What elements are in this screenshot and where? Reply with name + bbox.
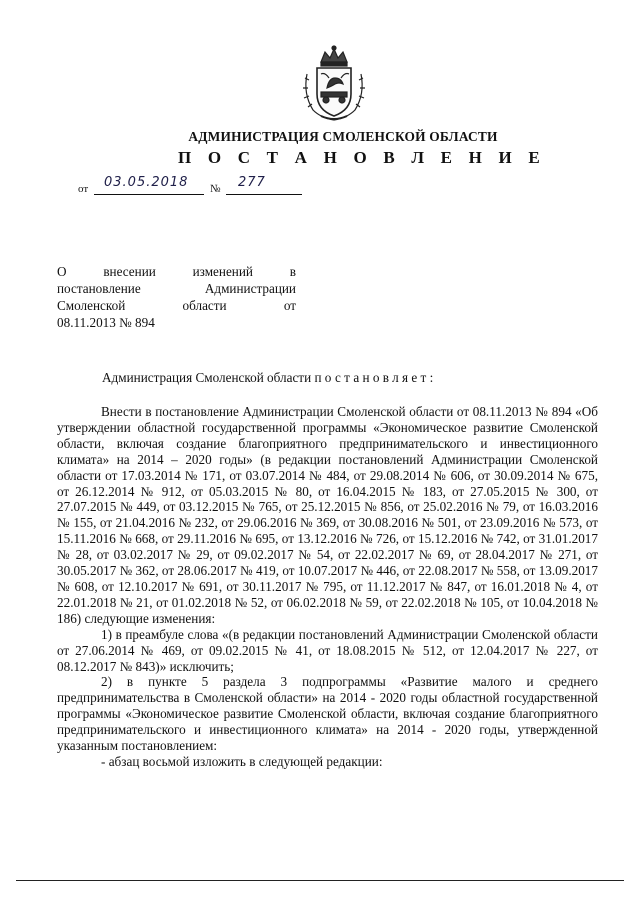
coat-of-arms-icon [299,44,369,124]
document-subject [57,263,296,331]
body-paragraph: - абзац восьмой изложить в следующей редакции: [101,753,383,769]
subject-line: 08.11.2013 № 894 [57,315,155,330]
intro-verb: постановляет: [314,370,437,385]
document-type-title: П О С Т А Н О В Л Е Н И Е [178,148,546,167]
organization-name: АДМИНИСТРАЦИЯ СМОЛЕНСКОЙ ОБЛАСТИ [188,129,498,144]
date-label: от [78,183,89,195]
intro-prefix: Администрация Смоленской области [102,370,312,385]
body-paragraph: Внести в постановление Администрации Смоленской области от 08.11.2013 № 894 «Об утверждении областной государственной программы «Экономическое развитие Смоленской области, включая создание благоприятного предпринимательского и инвестиционного климата» на 2014 – 2020 годы» (в редакции постановлений Администрации Смоленской области от 17.03.2014 № 171, от 03.07.2014 № 484, от 29.08.2014 № 606, от 30.09.2014 № 675, от 26.12.2014 № 912, от 05.03.2015 № 80, от 16.04.2015 № 183, от 27.05.2015 № 300, от 27.07.2015 № 449, от 03.12.2015 № 765, от 25.12.2015 № 856, от 25.02.2016 № 79, от 16.03.2016 № 155, от 21.04.2016 № 232, от 29.06.2016 № 369, от 30.08.2016 № 501, от 23.09.2016 № 573, от 15.11.2016 № 668, от 29.11.2016 № 695, от 13.12.2016 № 726, от 15.12.2016 № 742, от 31.01.2017 № 28, от 03.02.2017 № 29, от 09.02.2017 № 54, от 22.02.2017 № 69, от 28.04.2017 № 271, от 30.05.2017 № 362, от 28.06.2017 № 419, от 10.07.2017 № 446, от 22.08.2017 № 558, от 13.09.2017 № 608, от 12.10.2017 № 691, от 30.11.2017 № 795, от 11.12.2017 № 847, от 16.01.2018 № 4, от 22.01.2018 № 21, от 01.02.2018 № 52, от 06.02.2018 № 59, от 22.02.2018 № 105, от 10.04.2018 № 186) следующие изменения: [57,404,598,626]
body-paragraph: 1) в преамбуле слова «(в редакции постановлений Администрации Смоленской области от 27.06.2014 № 469, от 09.02.2015 № 41, от 18.08.2015 № 512, от 12.04.2017 № 227, от 08.12.2017 № 843)» исключить; [57,626,598,674]
subject-line: Смоленской области от [57,298,296,313]
date-value: 03.05.2018 [104,175,189,190]
subject-line: О внесении изменений в [57,264,296,279]
number-label: № [210,183,221,195]
registration-line [78,175,348,200]
resolution-intro [102,370,437,386]
page-footer-divider [16,880,624,881]
body-paragraph: 2) в пункте 5 раздела 3 подпрограммы «Развитие малого и среднего предпринимательства в Смоленской области» на 2014 - 2020 годы областной государственной программы «Экономическое развитие Смоленской области, включая создание благоприятного предпринимательского и инвестиционного климата» на 2014 - 2020 годы, утвержденной указанным постановлением: [57,674,598,754]
number-value: 277 [238,175,266,190]
subject-line: постановление Администрации [57,281,296,296]
document-body [57,404,598,770]
